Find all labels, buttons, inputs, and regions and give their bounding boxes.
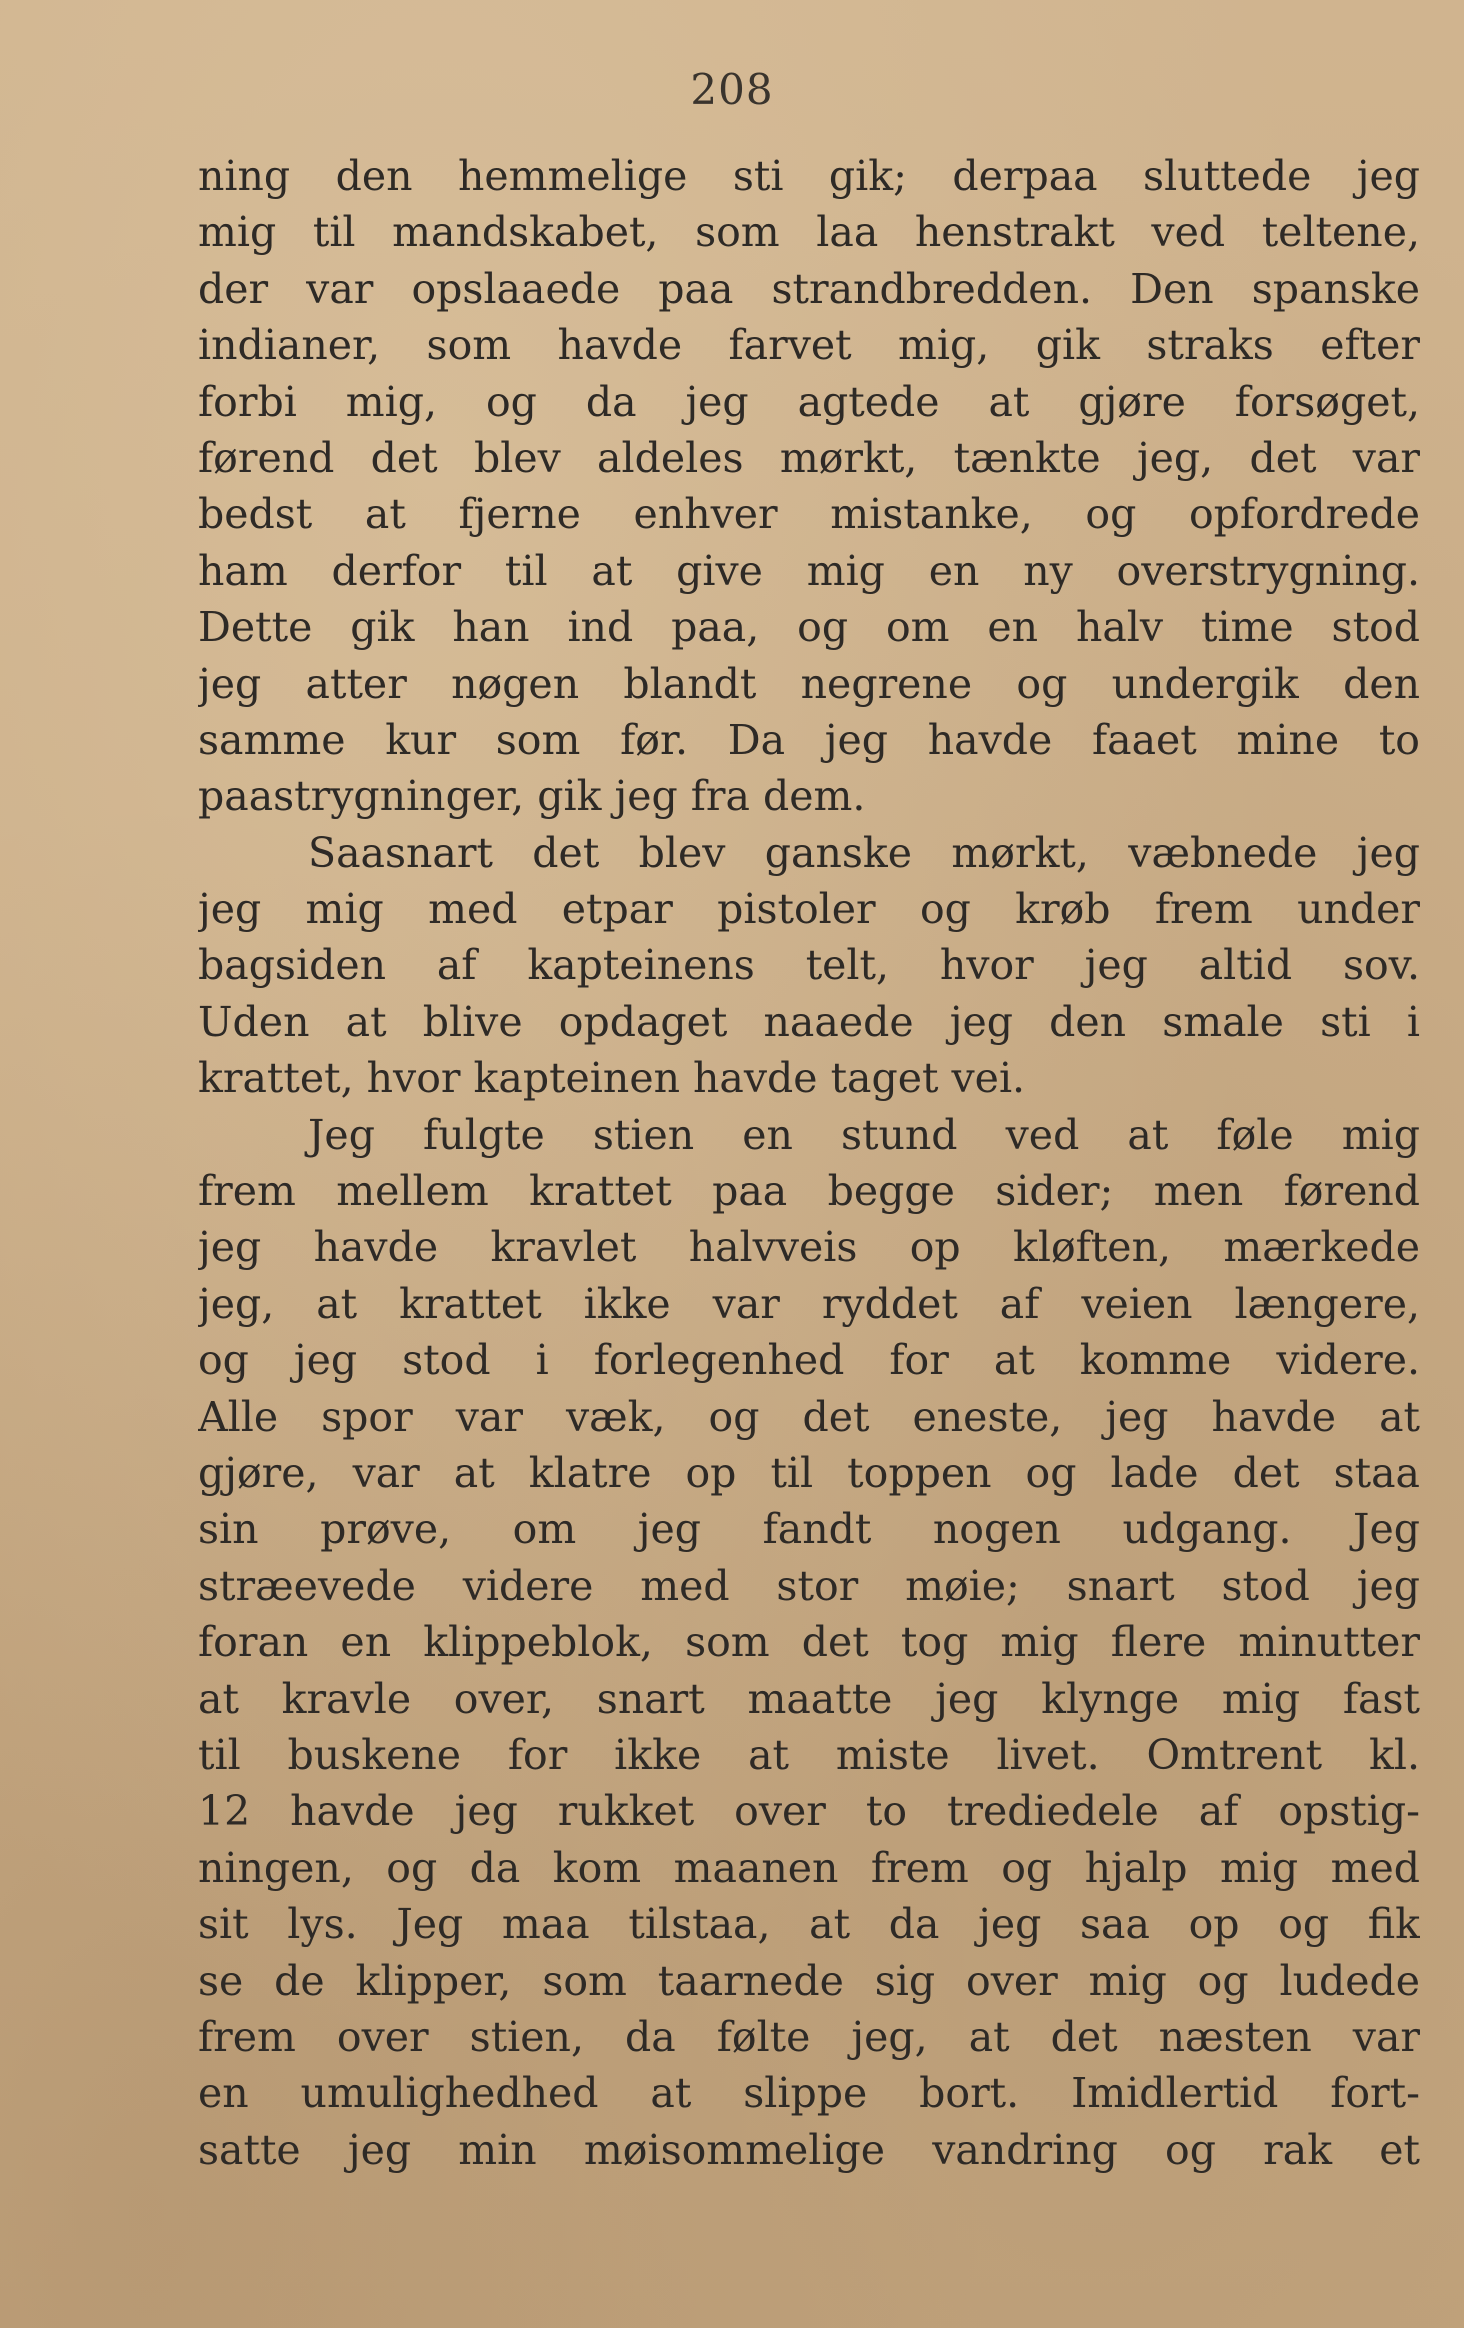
text-line: bagsiden af kapteinens telt, hvor jeg altid sov. (198, 941, 1420, 990)
page-number: 208 (690, 65, 774, 114)
text-line: paastrygninger, gik jeg fra dem. (198, 772, 866, 821)
text-line: Jeg fulgte stien en stund ved at føle mig (308, 1110, 1420, 1159)
text-line: mig til mandskabet, som laa henstrakt ved teltene, (198, 208, 1420, 257)
text-line: til buskene for ikke at miste livet. Omtrent kl. (198, 1730, 1420, 1779)
text-line: frem mellem krattet paa begge sider; men førend (198, 1167, 1420, 1216)
text-line: samme kur som før. Da jeg havde faaet mine to (198, 715, 1420, 764)
text-line: Saasnart det blev ganske mørkt, væbnede jeg (308, 828, 1420, 877)
text-line: jeg mig med etpar pistoler og krøb frem under (198, 885, 1420, 934)
text-line: 12 havde jeg rukket over to trediedele af opstig- (198, 1787, 1420, 1836)
text-line: jeg, at krattet ikke var ryddet af veien længere, (198, 1279, 1420, 1328)
text-line: jeg atter nøgen blandt negrene og undergik den (198, 659, 1420, 708)
text-line: foran en klippeblok, som det tog mig flere minutter (198, 1618, 1420, 1667)
text-line: ham derfor til at give mig en ny overstrygning. (198, 546, 1420, 595)
text-line: ning den hemmelige sti gik; derpaa sluttede jeg (198, 152, 1420, 200)
text-line: at kravle over, snart maatte jeg klynge mig fast (198, 1674, 1420, 1723)
text-line: Dette gik han ind paa, og om en halv time stod (198, 603, 1420, 652)
text-line: indianer, som havde farvet mig, gik straks efter (198, 321, 1420, 370)
text-line: og jeg stod i forlegenhed for at komme videre. (198, 1336, 1420, 1385)
text-line: stræevede videre med stor møie; snart stod jeg (198, 1561, 1420, 1610)
text-line: førend det blev aldeles mørkt, tænkte jeg, det var (198, 433, 1420, 482)
text-line: ningen, og da kom maanen frem og hjalp mig med (198, 1843, 1420, 1892)
text-line: der var opslaaede paa strandbredden. Den spanske (198, 264, 1420, 313)
text-line: Uden at blive opdaget naaede jeg den smale sti i (198, 997, 1420, 1046)
text-line: se de klipper, som taarnede sig over mig og ludede (198, 1956, 1420, 2005)
text-line: Alle spor var væk, og det eneste, jeg havde at (198, 1392, 1420, 1441)
text-line: en umulighedhed at slippe bort. Imidlertid fort- (198, 2069, 1420, 2118)
body-text (198, 148, 1420, 2178)
text-line: sin prøve, om jeg fandt nogen udgang. Jeg (198, 1505, 1420, 1554)
text-line: krattet, hvor kapteinen havde taget vei. (198, 1054, 1026, 1103)
text-line: gjøre, var at klatre op til toppen og lade det staa (198, 1448, 1420, 1497)
text-line: satte jeg min møisommelige vandring og rak et (198, 2125, 1420, 2174)
text-line: jeg havde kravlet halvveis op kløften, mærkede (198, 1223, 1420, 1272)
text-line: bedst at fjerne enhver mistanke, og opfordrede (198, 490, 1420, 539)
text-line: frem over stien, da følte jeg, at det næsten var (198, 2012, 1420, 2061)
text-line: forbi mig, og da jeg agtede at gjøre forsøget, (198, 377, 1420, 426)
text-line: sit lys. Jeg maa tilstaa, at da jeg saa op og fik (198, 1900, 1420, 1949)
